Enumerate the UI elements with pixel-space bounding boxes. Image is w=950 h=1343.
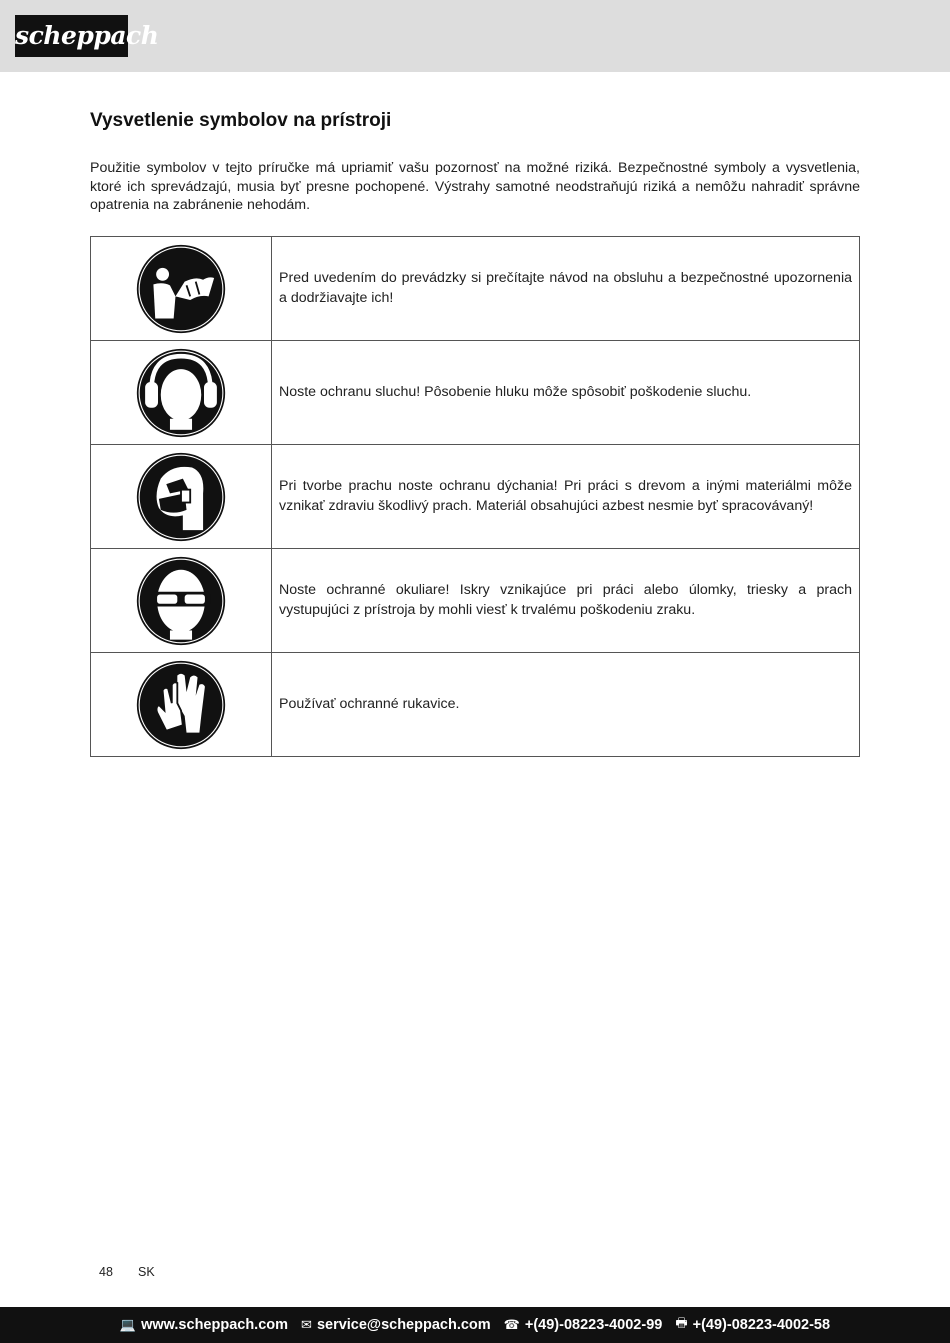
symbol-text: Pred uvedením do prevádzky si prečítajte návod na obsluhu a bezpečnostné upozornenia a dodržiavajte ich! [272,237,860,341]
safety-goggles-icon [135,555,227,647]
language-code: SK [138,1265,155,1279]
footer-fax [675,1314,830,1336]
table-row [91,237,860,341]
table-row [91,653,860,757]
envelope-icon: ✉ [301,1317,312,1332]
respiratory-protection-icon [135,451,227,543]
footer-band [0,1307,950,1343]
ear-protection-icon [135,347,227,439]
symbols-table [90,236,860,757]
fax-number: +(49)-08223-4002-58 [692,1317,831,1333]
footer-phone [504,1317,663,1333]
phone-number: +(49)-08223-4002-99 [524,1317,663,1333]
website-link[interactable]: www.scheppach.com [141,1317,289,1333]
phone-icon: ☎ [503,1317,520,1332]
email-link[interactable]: service@scheppach.com [316,1317,491,1333]
header-band [0,0,950,72]
footer-website[interactable] [120,1317,288,1333]
table-row [91,341,860,445]
table-row [91,445,860,549]
scheppach-logo: scheppach [15,15,128,57]
symbol-text: Používať ochranné rukavice. [272,653,860,757]
laptop-icon: 💻 [119,1317,137,1332]
fax-icon: 🖶 [675,1315,688,1330]
symbol-text: Noste ochranné okuliare! Iskry vznikajúce pri práci alebo úlomky, triesky a prach vystupujúci z prístroja by mohli viesť k trvalému poškodeniu zraku. [272,549,860,653]
symbol-text: Pri tvorbe prachu noste ochranu dýchania! Pri práci s drevom a inými materiálmi môže vznikať zdraviu škodlivý prach. Materiál obsahujúci azbest nesmie byť spracovávaný! [272,445,860,549]
footer-email[interactable] [301,1317,491,1333]
page-title: Vysvetlenie symbolov na prístroji [90,110,392,131]
table-row [91,549,860,653]
symbol-text: Noste ochranu sluchu! Pôsobenie hluku môže spôsobiť poškodenie sluchu. [272,341,860,445]
intro-paragraph: Použitie symbolov v tejto príručke má upriamiť vašu pozornosť na možné riziká. Bezpečnostné symboly a vysvetlenia, ktoré ich sprevádzajú, musia byť presne pochopené. Výstrahy samotné neodstraňujú riziká a nemôžu nahradiť správne opatrenia na zabránenie nehodám. [90,160,860,213]
page-number: 48 [99,1265,113,1279]
read-manual-icon [135,243,227,335]
protective-gloves-icon [135,659,227,751]
